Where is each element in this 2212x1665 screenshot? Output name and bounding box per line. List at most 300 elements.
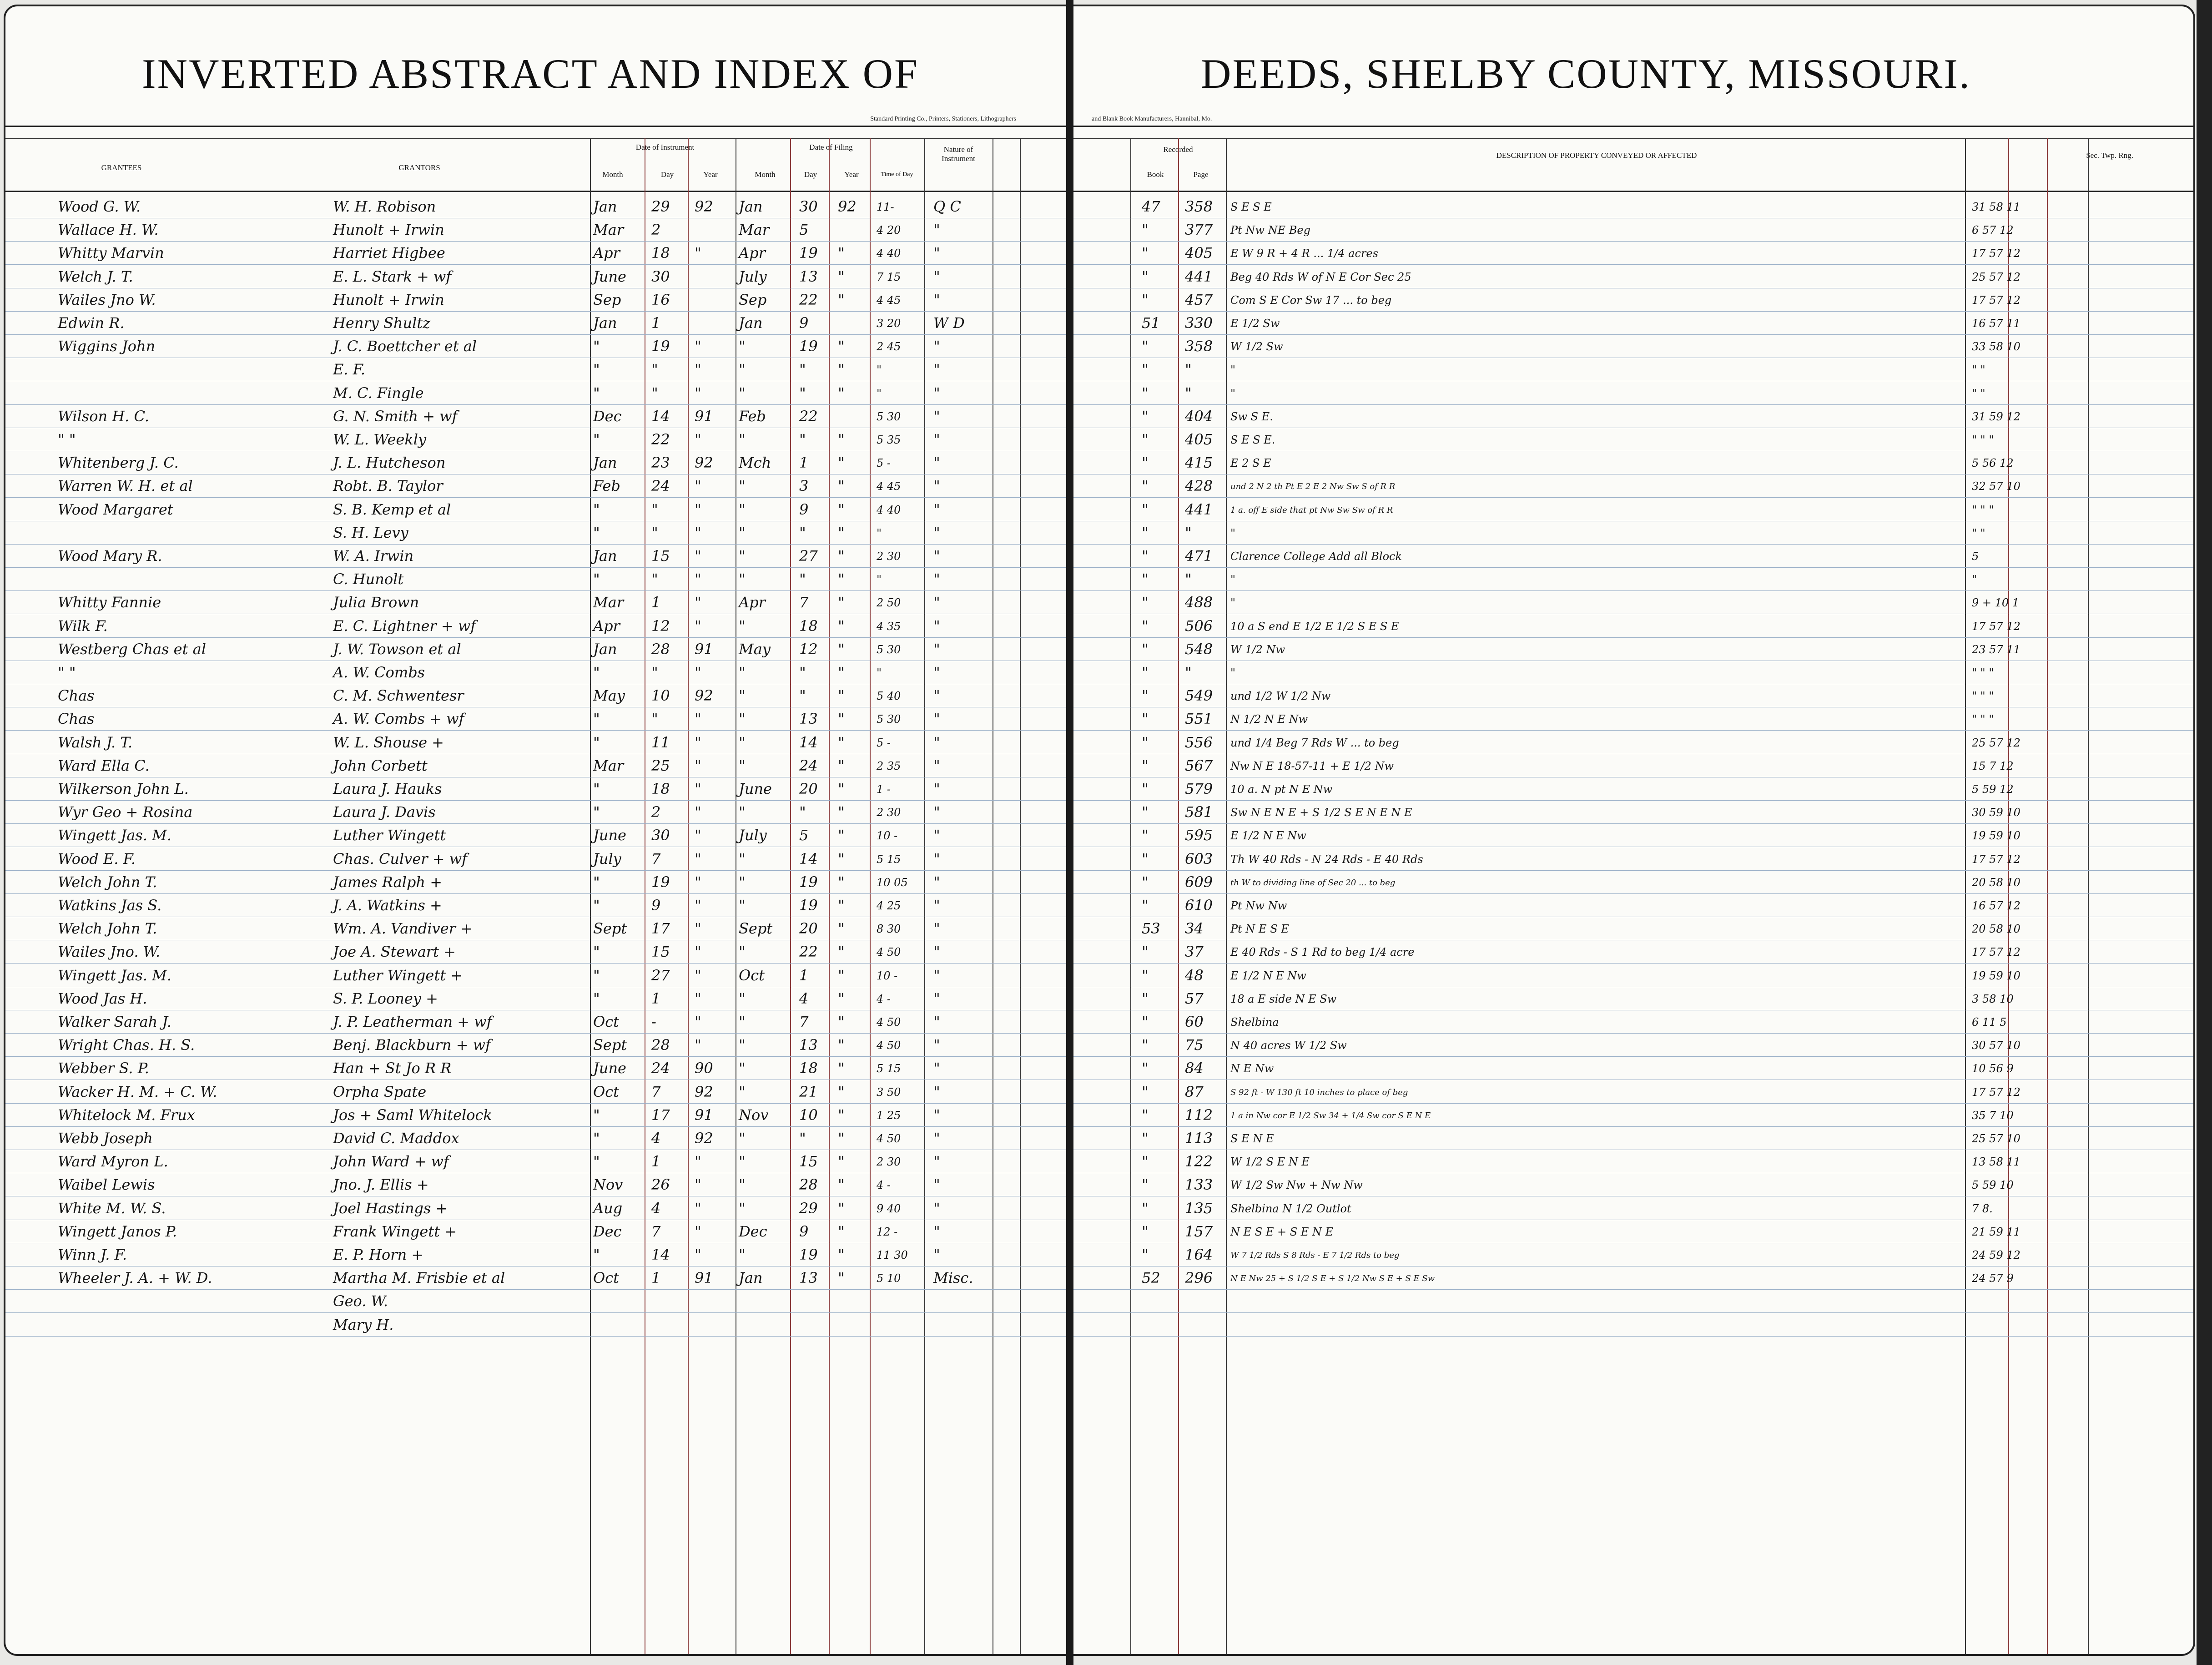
left-cell-fyear: " — [838, 827, 845, 844]
left-cell-fyear: " — [838, 431, 845, 448]
right-cell-desc: N E Nw — [1230, 1062, 1274, 1075]
right-cell-desc: S E N E — [1230, 1132, 1274, 1145]
right-ledger-row — [1073, 754, 2193, 777]
right-cell-desc: 10 a. N pt N E Nw — [1230, 783, 1333, 796]
right-cell-str: 5 — [1972, 550, 1979, 563]
left-cell-time: 5 30 — [877, 410, 901, 423]
left-cell-fmonth: " — [739, 897, 746, 914]
right-cell-page: 457 — [1185, 291, 1213, 308]
left-ledger-row — [5, 777, 1066, 801]
right-cell-page: 441 — [1185, 500, 1213, 518]
left-cell-fday: " — [799, 664, 806, 681]
right-cell-page: 556 — [1185, 733, 1213, 751]
left-cell-time: 3 20 — [877, 317, 901, 330]
left-ledger-row — [5, 312, 1066, 335]
left-cell-nature: " — [933, 780, 940, 797]
right-cell-str: " " " — [1972, 690, 1994, 703]
left-cell-nature: " — [933, 850, 940, 868]
left-cell-imonth: " — [593, 780, 600, 797]
left-cell-grantor: S. P. Looney + — [333, 989, 438, 1007]
right-ledger-row — [1073, 382, 2193, 405]
left-ledger-row — [5, 1197, 1066, 1220]
right-cell-book: " — [1142, 431, 1149, 448]
left-cell-iyear: " — [695, 920, 701, 938]
right-cell-str: 19 59 10 — [1972, 829, 2021, 843]
left-cell-nature: " — [933, 640, 940, 658]
left-ledger-row — [5, 871, 1066, 894]
right-cell-str: 17 57 12 — [1972, 247, 2021, 260]
left-cell-fmonth: June — [739, 780, 772, 797]
left-cell-fyear: " — [838, 1246, 845, 1263]
left-cell-fyear: " — [838, 1153, 845, 1171]
left-cell-nature: " — [933, 1153, 940, 1171]
left-cell-imonth: " — [593, 1130, 600, 1147]
left-cell-imonth: Mar — [593, 757, 624, 774]
right-cell-page: 610 — [1185, 897, 1213, 914]
right-cell-book: " — [1142, 1153, 1149, 1171]
left-cell-nature: " — [933, 407, 940, 425]
left-cell-time: " — [877, 526, 882, 540]
right-cell-page: 358 — [1185, 338, 1213, 355]
left-cell-nature: " — [933, 827, 940, 844]
left-cell-fmonth: " — [739, 1013, 746, 1030]
left-cell-fday: 19 — [799, 338, 818, 355]
left-cell-fmonth: " — [739, 989, 746, 1007]
right-cell-book: " — [1142, 1060, 1149, 1077]
left-cell-grantor: C. Hunolt — [333, 570, 404, 588]
left-cell-grantor: J. P. Leatherman + wf — [333, 1013, 492, 1030]
right-cell-page: " — [1185, 664, 1192, 681]
right-cell-str: 13 58 11 — [1972, 1155, 2021, 1169]
right-cell-page: 133 — [1185, 1176, 1213, 1194]
left-cell-iyear: " — [695, 431, 701, 448]
left-cell-iday: 27 — [651, 966, 670, 984]
right-ledger-row — [1073, 1104, 2193, 1127]
right-cell-desc: Pt Nw NE Beg — [1230, 224, 1310, 237]
left-cell-fyear: " — [838, 570, 845, 588]
left-cell-fmonth: " — [739, 477, 746, 495]
right-cell-str: 3 58 10 — [1972, 992, 2014, 1005]
right-imprint: and Blank Book Manufacturers, Hannibal, Mo. — [1092, 116, 1212, 122]
right-cell-page: 603 — [1185, 850, 1213, 868]
left-cell-grantor: E. C. Lightner + wf — [333, 617, 476, 635]
col-book: Book — [1147, 170, 1164, 179]
right-cell-desc: 1 a. off E side that pt Nw Sw Sw of R R — [1230, 505, 1393, 515]
left-ledger-row — [5, 684, 1066, 707]
right-cell-desc: Th W 40 Rds - N 24 Rds - E 40 Rds — [1230, 853, 1423, 866]
left-cell-imonth: Apr — [593, 617, 620, 635]
left-cell-grantor: Joel Hastings + — [333, 1199, 448, 1217]
left-ledger-row — [5, 1104, 1066, 1127]
left-cell-imonth: " — [593, 873, 600, 891]
left-cell-fday: 22 — [799, 407, 818, 425]
left-cell-grantor: Benj. Blackburn + wf — [333, 1036, 491, 1054]
left-cell-fday: 24 — [799, 757, 818, 774]
left-cell-fyear: " — [838, 640, 845, 658]
left-cell-fday: 30 — [799, 198, 818, 215]
right-cell-desc: E 2 S E — [1230, 457, 1271, 470]
left-cell-fday: " — [799, 570, 806, 588]
left-cell-grantee: Walsh J. T. — [58, 733, 133, 751]
left-cell-fmonth: " — [739, 1060, 746, 1077]
right-cell-desc: Beg 40 Rds W of N E Cor Sec 25 — [1230, 270, 1411, 283]
left-cell-nature: " — [933, 477, 940, 495]
right-cell-book: " — [1142, 989, 1149, 1007]
left-cell-iyear: " — [695, 1013, 701, 1030]
right-ledger-row — [1073, 638, 2193, 661]
left-cell-imonth: June — [593, 1060, 626, 1077]
left-cell-fyear: " — [838, 803, 845, 821]
right-ledger-row — [1073, 1150, 2193, 1173]
left-cell-grantee: Ward Myron L. — [58, 1153, 168, 1171]
right-cell-page: " — [1185, 570, 1192, 588]
left-cell-fmonth: July — [739, 827, 767, 844]
right-cell-page: 488 — [1185, 594, 1213, 611]
left-cell-time: 11 30 — [877, 1249, 908, 1261]
left-cell-time: 5 - — [877, 736, 891, 749]
left-cell-time: 10 - — [877, 829, 898, 843]
left-ledger-row — [5, 382, 1066, 405]
col-recorded: Recorded — [1163, 145, 1193, 154]
left-cell-imonth: Oct — [593, 1269, 620, 1287]
left-cell-fday: " — [799, 803, 806, 821]
left-cell-grantee: Wingett Jas. M. — [58, 966, 172, 984]
left-cell-time: 4 35 — [877, 620, 901, 633]
left-cell-imonth: " — [593, 384, 600, 402]
left-cell-grantee: Whitty Marvin — [58, 244, 164, 262]
left-cell-grantee: Webber S. P. — [58, 1060, 149, 1077]
left-cell-grantor: Geo. W. — [333, 1292, 388, 1310]
right-cell-book: " — [1142, 267, 1149, 285]
left-cell-iyear: " — [695, 733, 701, 751]
right-cell-desc: E 1/2 N E Nw — [1230, 969, 1306, 982]
right-ledger-row — [1073, 1080, 2193, 1104]
left-cell-grantor: W. A. Irwin — [333, 547, 414, 565]
left-cell-imonth: " — [593, 803, 600, 821]
right-cell-desc: E 40 Rds - S 1 Rd to beg 1/4 acre — [1230, 946, 1415, 959]
left-cell-grantee: Wood Jas H. — [58, 989, 147, 1007]
right-cell-book: " — [1142, 733, 1149, 751]
left-cell-fyear: " — [838, 594, 845, 611]
right-cell-page: " — [1185, 384, 1192, 402]
right-cell-str: 16 57 12 — [1972, 899, 2021, 912]
col-date-filing: Date of Filing — [809, 143, 853, 151]
right-cell-str: 5 59 10 — [1972, 1179, 2014, 1192]
left-cell-iyear: " — [695, 361, 701, 378]
left-cell-time: 12 - — [877, 1225, 898, 1238]
right-cell-desc: N 40 acres W 1/2 Sw — [1230, 1039, 1347, 1052]
right-cell-str: " " " — [1972, 713, 1994, 726]
right-cell-str: 35 7 10 — [1972, 1109, 2014, 1122]
right-ledger-row — [1073, 242, 2193, 265]
left-cell-fyear: " — [838, 244, 845, 262]
left-ledger-row — [5, 615, 1066, 638]
left-cell-iday: 26 — [651, 1176, 670, 1194]
left-cell-fyear: " — [838, 897, 845, 914]
left-cell-time: 2 45 — [877, 340, 901, 353]
left-cell-iday: 12 — [651, 617, 670, 635]
left-cell-fday: " — [799, 524, 806, 541]
left-cell-fmonth: " — [739, 361, 746, 378]
right-ledger-row — [1073, 312, 2193, 335]
left-cell-imonth: Jan — [593, 198, 617, 215]
right-cell-page: 405 — [1185, 244, 1213, 262]
right-cell-str: 17 57 12 — [1972, 853, 2021, 866]
left-ledger-row — [5, 1127, 1066, 1150]
right-cell-str: 10 56 9 — [1972, 1062, 2014, 1075]
left-cell-fmonth: Jan — [739, 1269, 763, 1287]
right-cell-book: " — [1142, 803, 1149, 821]
left-cell-grantee: Edwin R. — [58, 314, 125, 332]
left-cell-nature: " — [933, 1036, 940, 1054]
left-cell-iyear: " — [695, 594, 701, 611]
left-cell-grantor: Jos + Saml Whitelock — [333, 1106, 492, 1124]
right-cell-book: " — [1142, 1222, 1149, 1240]
left-cell-fmonth: " — [739, 1176, 746, 1194]
left-cell-fmonth: Nov — [739, 1106, 769, 1124]
left-cell-fmonth: " — [739, 431, 746, 448]
left-cell-iyear: " — [695, 1153, 701, 1171]
left-cell-fyear: " — [838, 920, 845, 938]
left-ledger-row — [5, 405, 1066, 428]
page-edge — [2197, 0, 2212, 1665]
left-cell-iday: 24 — [651, 477, 670, 495]
left-cell-grantee: Wiggins John — [58, 338, 156, 355]
header-rule — [5, 126, 1066, 127]
left-cell-imonth: Oct — [593, 1083, 620, 1100]
left-cell-grantor: J. A. Watkins + — [333, 897, 442, 914]
left-cell-grantor: Julia Brown — [333, 594, 419, 611]
left-cell-fmonth: " — [739, 1083, 746, 1100]
left-cell-fmonth: Apr — [739, 594, 766, 611]
left-cell-imonth: " — [593, 1106, 600, 1124]
left-cell-iday: 1 — [651, 989, 661, 1007]
right-ledger-row — [1073, 1197, 2193, 1220]
right-ledger-row — [1073, 824, 2193, 847]
left-cell-grantee: Watkins Jas S. — [58, 897, 162, 914]
left-cell-fmonth: Feb — [739, 407, 766, 425]
left-cell-fyear: " — [838, 989, 845, 1007]
left-cell-iyear: " — [695, 384, 701, 402]
left-cell-fyear: " — [838, 1130, 845, 1147]
right-cell-book: " — [1142, 221, 1149, 239]
left-cell-iyear: " — [695, 477, 701, 495]
left-cell-time: 4 45 — [877, 293, 901, 307]
left-ledger-row — [5, 987, 1066, 1010]
right-cell-desc: Sw S E. — [1230, 410, 1273, 423]
right-cell-book: " — [1142, 570, 1149, 588]
left-cell-fmonth: " — [739, 338, 746, 355]
left-cell-fday: 20 — [799, 780, 818, 797]
left-cell-fyear: " — [838, 291, 845, 308]
left-cell-nature: " — [933, 1222, 940, 1240]
left-ledger-row — [5, 824, 1066, 847]
right-cell-desc: 1 a in Nw cor E 1/2 Sw 34 + 1/4 Sw cor S E N E — [1230, 1110, 1431, 1120]
right-cell-page: 135 — [1185, 1199, 1213, 1217]
left-cell-grantor: Chas. Culver + wf — [333, 850, 467, 868]
left-cell-fmonth: Jan — [739, 198, 763, 215]
right-cell-desc: N E S E + S E N E — [1230, 1225, 1334, 1238]
right-cell-desc: E W 9 R + 4 R ... 1/4 acres — [1230, 247, 1378, 260]
right-cell-book: " — [1142, 454, 1149, 472]
right-cell-book: " — [1142, 1083, 1149, 1100]
right-ledger-row — [1073, 498, 2193, 521]
left-ledger-row — [5, 474, 1066, 498]
left-cell-iyear: " — [695, 966, 701, 984]
right-ledger-row — [1073, 615, 2193, 638]
left-cell-fmonth: Oct — [739, 966, 765, 984]
right-cell-page: 112 — [1185, 1106, 1213, 1124]
left-cell-time: 5 15 — [877, 853, 901, 866]
right-cell-book: " — [1142, 897, 1149, 914]
right-cell-str: " " — [1972, 363, 1985, 377]
left-cell-fmonth: " — [739, 617, 746, 635]
left-cell-imonth: May — [593, 687, 625, 705]
left-cell-iyear: " — [695, 1176, 701, 1194]
left-ledger-row — [5, 498, 1066, 521]
left-cell-grantee: Wheeler J. A. + W. D. — [58, 1269, 212, 1287]
left-cell-nature: " — [933, 873, 940, 891]
left-cell-iyear: 91 — [695, 640, 713, 658]
left-ledger-row — [5, 894, 1066, 917]
right-ledger-row — [1073, 1034, 2193, 1057]
right-cell-desc: S E S E. — [1230, 434, 1275, 446]
left-cell-iday: 4 — [651, 1199, 661, 1217]
left-cell-imonth: Mar — [593, 594, 624, 611]
left-cell-grantor: Han + St Jo R R — [333, 1060, 452, 1077]
left-cell-fday: 7 — [799, 594, 809, 611]
left-cell-grantee: Wacker H. M. + C. W. — [58, 1083, 217, 1100]
left-cell-iyear: " — [695, 244, 701, 262]
left-cell-grantor: W. H. Robison — [333, 198, 436, 215]
left-cell-imonth: " — [593, 733, 600, 751]
right-cell-page: 84 — [1185, 1060, 1204, 1077]
left-cell-nature: " — [933, 943, 940, 961]
left-ledger-row — [5, 358, 1066, 381]
left-ledger-row — [5, 1173, 1066, 1196]
left-cell-grantee: Chas — [58, 710, 95, 728]
left-cell-grantor: S. B. Kemp et al — [333, 500, 451, 518]
left-cell-nature: " — [933, 267, 940, 285]
right-ledger-row — [1073, 405, 2193, 428]
left-cell-iday: 17 — [651, 1106, 670, 1124]
left-cell-grantor: M. C. Fingle — [333, 384, 424, 402]
left-cell-fyear: " — [838, 267, 845, 285]
left-cell-nature: W D — [933, 314, 965, 332]
left-cell-iday: " — [651, 710, 658, 728]
left-cell-iyear: " — [695, 547, 701, 565]
left-cell-fyear: " — [838, 524, 845, 541]
left-cell-fyear: " — [838, 547, 845, 565]
right-cell-book: " — [1142, 244, 1149, 262]
right-ledger-row — [1073, 1313, 2193, 1337]
right-cell-page: 60 — [1185, 1013, 1204, 1030]
left-cell-fyear: " — [838, 757, 845, 774]
right-cell-page: 87 — [1185, 1083, 1204, 1100]
left-cell-fyear: " — [838, 966, 845, 984]
left-cell-grantee: Wilkerson John L. — [58, 780, 189, 797]
left-cell-time: 5 30 — [877, 643, 901, 656]
left-cell-fday: 13 — [799, 1036, 818, 1054]
left-cell-imonth: July — [593, 850, 621, 868]
right-cell-page: 164 — [1185, 1246, 1213, 1263]
left-cell-time: " — [877, 666, 882, 679]
left-cell-fday: 20 — [799, 920, 818, 938]
left-cell-time: 5 15 — [877, 1062, 901, 1075]
left-cell-grantor: Mary H. — [333, 1316, 394, 1333]
left-cell-grantor: Luther Wingett + — [333, 966, 463, 984]
left-cell-nature: " — [933, 594, 940, 611]
left-cell-iday: 25 — [651, 757, 670, 774]
left-cell-nature: " — [933, 338, 940, 355]
left-cell-nature: " — [933, 570, 940, 588]
right-cell-desc: Clarence College Add all Block — [1230, 550, 1402, 563]
left-cell-fday: 7 — [799, 1013, 809, 1030]
right-cell-desc: " — [1230, 666, 1236, 679]
left-cell-iday: 14 — [651, 1246, 670, 1263]
left-cell-grantee: Whitty Fannie — [58, 594, 161, 611]
left-cell-iyear: " — [695, 1246, 701, 1263]
left-cell-grantee: Wailes Jno. W. — [58, 943, 161, 961]
left-ledger-row — [5, 731, 1066, 754]
left-cell-iday: " — [651, 384, 658, 402]
left-cell-iyear: " — [695, 943, 701, 961]
left-cell-grantor: David C. Maddox — [333, 1130, 459, 1147]
right-cell-desc: " — [1230, 526, 1236, 540]
left-cell-iday: 9 — [651, 897, 661, 914]
left-cell-fday: 27 — [799, 547, 818, 565]
left-cell-fyear: " — [838, 1199, 845, 1217]
col-nature: Nature of Instrument — [942, 145, 975, 163]
right-cell-str: 24 59 12 — [1972, 1249, 2021, 1261]
left-cell-fyear: " — [838, 943, 845, 961]
left-cell-grantee: Wood Mary R. — [58, 547, 162, 565]
left-cell-time: 8 30 — [877, 923, 901, 936]
col-sec-twp-rng: Sec. Twp. Rng. — [2086, 151, 2133, 160]
right-cell-page: " — [1185, 524, 1192, 541]
left-cell-fday: 18 — [799, 1060, 818, 1077]
left-ledger-row — [5, 335, 1066, 358]
left-cell-time: 2 30 — [877, 550, 901, 563]
left-cell-iyear: 92 — [695, 1130, 713, 1147]
right-cell-str: 33 58 10 — [1972, 340, 2021, 353]
left-cell-time: 1 - — [877, 783, 891, 796]
right-cell-book: " — [1142, 710, 1149, 728]
left-ledger-row — [5, 568, 1066, 591]
left-cell-imonth: Jan — [593, 547, 617, 565]
right-cell-book: " — [1142, 1176, 1149, 1194]
left-cell-imonth: " — [593, 524, 600, 541]
left-cell-iyear: " — [695, 873, 701, 891]
right-ledger-row — [1073, 1220, 2193, 1243]
col-date-instrument: Date of Instrument — [635, 143, 695, 151]
left-cell-fmonth: Jan — [739, 314, 763, 332]
left-cell-time: 4 25 — [877, 899, 901, 912]
left-cell-iday: 11 — [651, 733, 670, 751]
right-cell-str: " " " — [1972, 666, 1994, 679]
left-cell-imonth: " — [593, 989, 600, 1007]
left-cell-iday: " — [651, 524, 658, 541]
left-cell-grantor: John Corbett — [333, 757, 428, 774]
left-cell-time: 4 50 — [877, 1016, 901, 1029]
right-cell-desc: Pt N E S E — [1230, 923, 1289, 936]
left-cell-iyear: 91 — [695, 1269, 713, 1287]
left-cell-fday: 19 — [799, 1246, 818, 1263]
right-cell-book: " — [1142, 617, 1149, 635]
right-cell-book: 47 — [1142, 198, 1160, 215]
left-cell-time: 9 40 — [877, 1202, 901, 1215]
left-cell-iday: 14 — [651, 407, 670, 425]
